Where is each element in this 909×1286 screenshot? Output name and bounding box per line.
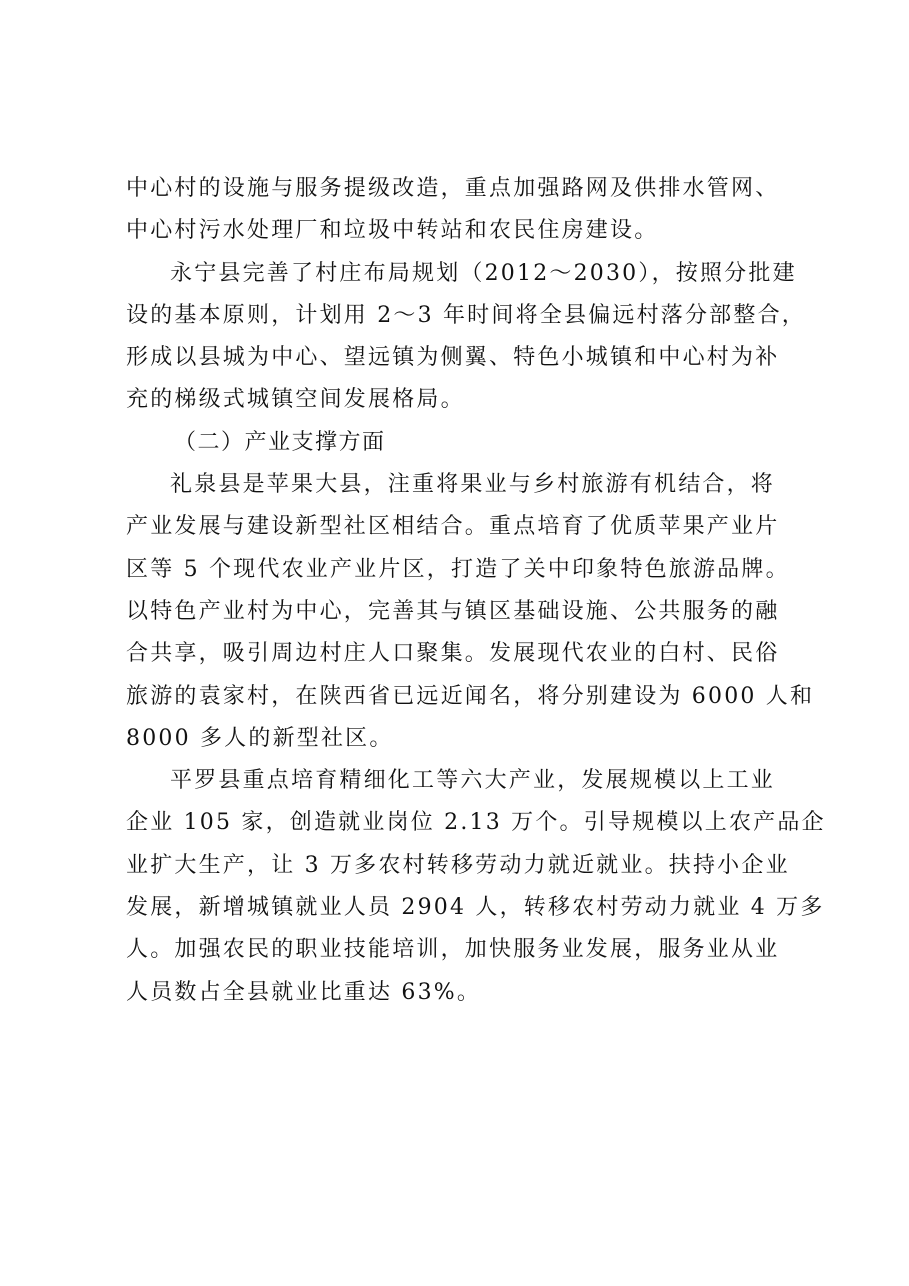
- text-line: 产业发展与建设新型社区相结合。重点培育了优质苹果产业片: [126, 514, 780, 540]
- text-line: 业扩大生产，让 3 万多农村转移劳动力就近就业。扶持小企业: [126, 852, 790, 878]
- heading-text: （二）产业支撑方面: [174, 429, 386, 455]
- paragraph-continuation: [126, 168, 798, 253]
- text-line: 中心村污水处理厂和垃圾中转站和农民住房建设。: [126, 218, 659, 244]
- text-line: 礼泉县是苹果大县，注重将果业与乡村旅游有机结合，将: [170, 472, 776, 498]
- text-line: 充的梯级式城镇空间发展格局。: [126, 387, 465, 413]
- section-heading: [126, 422, 798, 464]
- text-line: 区等 5 个现代农业产业片区，打造了关中印象特色旅游品牌。: [126, 556, 790, 582]
- text-line: 企业 105 家，创造就业岗位 2.13 万个。引导规模以上农产品企: [126, 810, 826, 836]
- text-line: 中心村的设施与服务提级改造，重点加强路网及供排水管网、: [126, 176, 780, 201]
- paragraph-yongning: [126, 253, 806, 422]
- text-line: 平罗县重点培育精细化工等六大产业，发展规模以上工业: [170, 768, 776, 794]
- text-line: 发展，新增城镇就业人员 2904 人，转移农村劳动力就业 4 万多: [126, 895, 825, 921]
- document-page: [126, 168, 826, 1014]
- text-line: 以特色产业村为中心，完善其与镇区基础设施、公共服务的融: [126, 598, 780, 624]
- text-line: 形成以县城为中心、望远镇为侧翼、特色小城镇和中心村为补: [126, 345, 780, 371]
- paragraph-liquan: [126, 464, 815, 760]
- paragraph-pingluo: [126, 760, 826, 1014]
- text-line: 旅游的袁家村，在陕西省已远近闻名，将分别建设为 6000 人和: [126, 683, 815, 709]
- text-line: 设的基本原则，计划用 2～3 年时间将全县偏远村落分部整合，: [126, 302, 806, 328]
- text-line: 人。加强农民的职业技能培训，加快服务业发展，服务业从业: [126, 937, 780, 963]
- text-line: 合共享，吸引周边村庄人口聚集。发展现代农业的白村、民俗: [126, 641, 780, 667]
- text-line: 永宁县完善了村庄布局规划（2012～2030），按照分批建: [170, 260, 797, 286]
- text-line: 8000 多人的新型社区。: [126, 725, 394, 751]
- text-line: 人员数占全县就业比重达 63%。: [126, 979, 482, 1005]
